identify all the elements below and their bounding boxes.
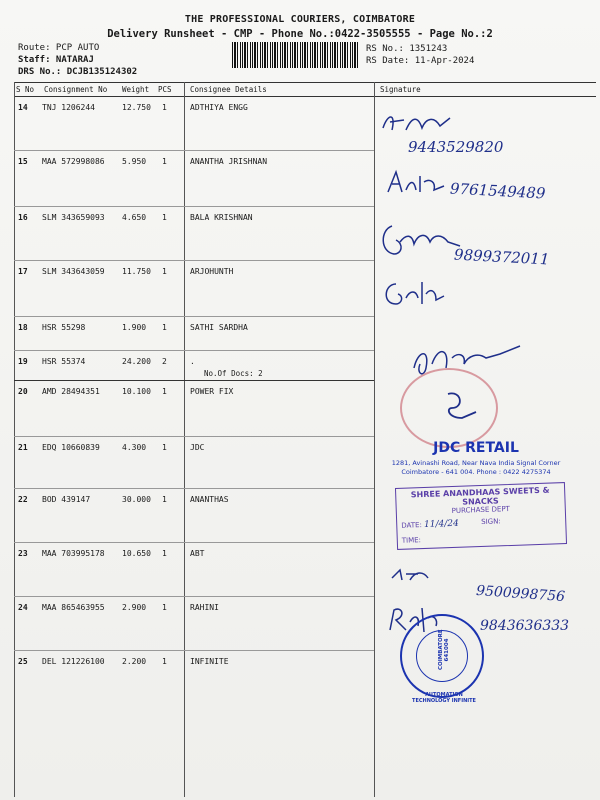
shree-title: SHREE ANANDHAAS SWEETS & SNACKS: [410, 485, 550, 507]
row-weight: 1.900: [122, 323, 147, 332]
phone-16: 9899372011: [453, 245, 550, 269]
row-consignee: RAHINI: [190, 603, 219, 612]
row-consignment: BOD 439147: [42, 495, 91, 504]
row-weight: 10.100: [122, 387, 151, 396]
row-consignment: MAA 572998086: [42, 157, 105, 166]
shree-time: TIME:: [401, 536, 422, 545]
row-separator: [14, 542, 374, 543]
col-consignment: Consignment No: [44, 85, 108, 94]
staff-label: Staff: NATARAJ: [18, 55, 94, 65]
shree-dept: PURCHASE DEPT: [451, 504, 511, 516]
signature-23: [388, 564, 438, 586]
stamp-ring-text: AUTOMATION TECHNOLOGY INFINITE: [412, 692, 476, 704]
row-sno: 14: [18, 103, 28, 112]
row-consignee: ADTHIYA ENGG: [190, 103, 248, 112]
row-pcs: 1: [162, 323, 167, 332]
row-consignment: SLM 343659093: [42, 213, 105, 222]
jdc-retail-stamp: [376, 440, 576, 477]
company-title: THE PROFESSIONAL COURIERS, COIMBATORE: [184, 14, 416, 25]
row-separator: [14, 380, 374, 381]
row-weight: 4.300: [122, 443, 147, 452]
signature-14: [378, 108, 458, 138]
row-consignee: POWER FIX: [190, 387, 234, 396]
row-pcs: 1: [162, 267, 167, 276]
col-weight: Weight: [122, 85, 150, 94]
row-docs-count: No.Of Docs: 2: [204, 369, 263, 378]
signature-15: [384, 168, 454, 198]
shree-date-value: 11/4/24: [423, 518, 459, 530]
drs-number: DRS No.: DCJB135124302: [18, 67, 138, 77]
row-separator: [14, 316, 374, 317]
row-weight: 2.900: [122, 603, 147, 612]
row-consignee: JDC: [190, 443, 205, 452]
row-pcs: 1: [162, 213, 167, 222]
row-consignment: DEL 121226100: [42, 657, 105, 666]
row-consignment: HSR 55298: [42, 323, 86, 332]
row-consignee: ANANTHA JRISHNAN: [190, 157, 268, 166]
row-pcs: 1: [162, 387, 167, 396]
row-pcs: 1: [162, 495, 167, 504]
row-pcs: 1: [162, 443, 167, 452]
row-consignment: SLM 343643059: [42, 267, 105, 276]
row-separator: [14, 206, 374, 207]
phone-15: 9761549489: [449, 179, 546, 203]
row-separator: [14, 350, 374, 351]
row-consignment: MAA 865463955: [42, 603, 105, 612]
row-sno: 18: [18, 323, 28, 332]
col-signature: Signature: [380, 85, 421, 94]
row-sno: 19: [18, 357, 28, 366]
row-consignee: .: [190, 357, 195, 366]
table-row: [0, 654, 600, 712]
header-top-rule: [14, 82, 596, 83]
phone-24: 9843636333: [480, 618, 570, 634]
row-pcs: 1: [162, 103, 167, 112]
row-pcs: 1: [162, 157, 167, 166]
row-consignee: ARJOHUNTH: [190, 267, 234, 276]
shree-anandhaas-stamp: [395, 482, 567, 550]
row-sno: 15: [18, 157, 28, 166]
signature-17: [378, 276, 448, 310]
runsheet-subtitle: Delivery Runsheet - CMP - Phone No.:0422-3505555 - Page No.:2: [107, 28, 493, 40]
row-weight: 24.200: [122, 357, 151, 366]
col-pcs: PCS: [158, 85, 172, 94]
row-sno: 23: [18, 549, 28, 558]
row-consignment: EDQ 10660839: [42, 443, 100, 452]
row-consignment: HSR 55374: [42, 357, 86, 366]
table-row: [0, 384, 600, 442]
rs-date: RS Date: 11-Apr-2024: [366, 56, 475, 66]
row-weight: 4.650: [122, 213, 147, 222]
row-separator: [14, 150, 374, 151]
row-separator: [14, 260, 374, 261]
shree-sign: SIGN:: [481, 517, 501, 526]
row-weight: 2.200: [122, 657, 147, 666]
shree-date: [401, 519, 459, 531]
phone-14: 9443529820: [408, 138, 504, 156]
row-weight: 30.000: [122, 495, 151, 504]
table-row: [0, 264, 600, 322]
row-consignment: MAA 703995178: [42, 549, 105, 558]
row-sno: 22: [18, 495, 28, 504]
row-consignee: BALA KRISHNAN: [190, 213, 253, 222]
row-sno: 24: [18, 603, 28, 612]
row-sno: 25: [18, 657, 28, 666]
row-pcs: 1: [162, 603, 167, 612]
row-separator: [14, 596, 374, 597]
row-weight: 12.750: [122, 103, 151, 112]
rs-number: RS No.: 1351243: [366, 44, 448, 54]
route-label: Route: PCP AUTO: [18, 43, 100, 53]
row-separator: [14, 488, 374, 489]
route-staff-block: [18, 42, 137, 78]
barcode-image: [232, 42, 358, 68]
header-bottom-rule: [14, 96, 596, 97]
row-separator: [14, 436, 374, 437]
rs-block: [366, 43, 474, 67]
jdc-logo: JDC RETAIL: [433, 440, 519, 456]
row-separator: [14, 650, 374, 651]
row-sno: 21: [18, 443, 28, 452]
row-weight: 10.650: [122, 549, 151, 558]
col-sno: S No: [16, 85, 35, 94]
jdc-address-line: Coimbatore - 641 004. Phone : 0422 4275374: [401, 468, 551, 476]
row-sno: 16: [18, 213, 28, 222]
row-consignee: INFINITE: [190, 657, 229, 666]
phone-23: 9500998756: [475, 582, 566, 606]
signature-20: [442, 388, 482, 424]
row-pcs: 2: [162, 357, 167, 366]
col-consignee: Consignee Details: [190, 85, 267, 94]
row-weight: 11.750: [122, 267, 151, 276]
row-consignee: ABT: [190, 549, 205, 558]
row-consignee: ANANTHAS: [190, 495, 229, 504]
row-sno: 20: [18, 387, 28, 396]
row-sno: 17: [18, 267, 28, 276]
jdc-address-line: 1281, Avinashi Road, Near Nava India Signal Corner: [391, 459, 561, 467]
stamp-center-text: COIMBATORE 641004: [438, 629, 450, 670]
row-consignee: SATHI SARDHA: [190, 323, 248, 332]
row-pcs: 1: [162, 657, 167, 666]
row-consignment: AMD 28494351: [42, 387, 100, 396]
row-weight: 5.950: [122, 157, 147, 166]
infinite-automation-stamp: [400, 614, 484, 704]
row-consignment: TNJ 1206244: [42, 103, 95, 112]
shree-date-label: DATE:: [401, 521, 422, 530]
row-pcs: 1: [162, 549, 167, 558]
